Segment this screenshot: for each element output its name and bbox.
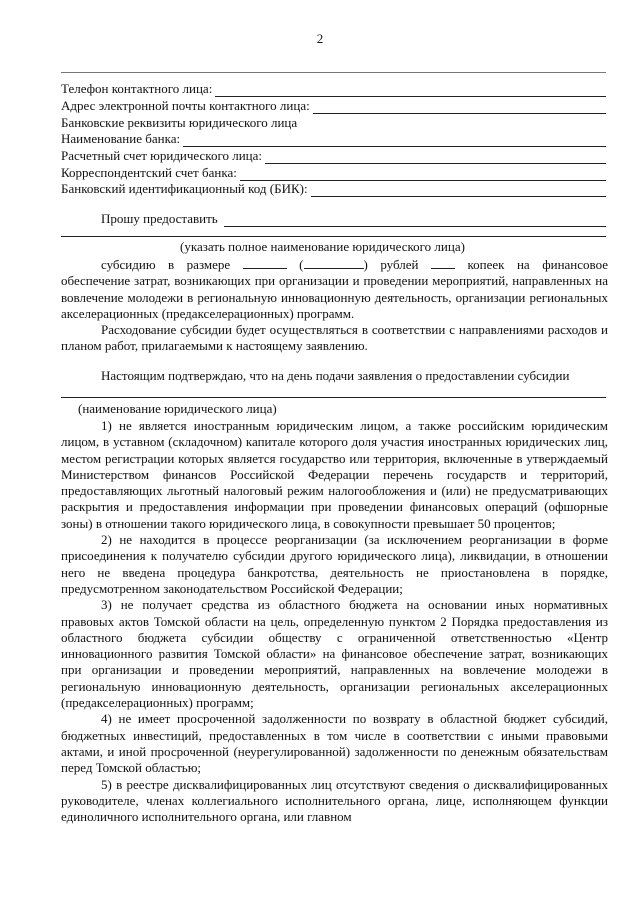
amount-blank — [243, 257, 287, 269]
amount-words-blank — [304, 257, 364, 269]
field-label: Наименование банка: — [61, 131, 181, 146]
condition-item: 3) не получает средства из областного бюджета на основании иных нормативных правовых актов Томской области на цель, определенную пунктом 2 Порядка предоставления из областного бюджета субсидии обществу с ограниченной ответственностью «Центр инновационного развития Томской области» на финансовое обеспечение затрат, возникающих при организации и проведении мероприятий, направленных на вовлечение молодежи в региональную инновационную деятельность, организации региональных акселерационных (предакселерационных) программ; — [61, 597, 608, 711]
confirm-text: Настоящим подтверждаю, что на день подачи заявления о предоставлении субсидии — [101, 368, 570, 383]
request-line — [61, 211, 606, 227]
fill-line — [311, 183, 606, 197]
fill-line — [183, 133, 606, 147]
confirm-intro — [61, 368, 608, 384]
field-label: Адрес электронной почты контактного лица: — [61, 98, 310, 113]
request-label: Прошу предоставить — [101, 211, 218, 226]
subsidy-text: ) рублей — [363, 257, 419, 272]
page-number: 2 — [316, 31, 324, 46]
field-label: Банковские реквизиты юридического лица — [61, 115, 298, 130]
bank-name-field — [61, 129, 606, 147]
field-label: Банковский идентификационный код (БИК): — [61, 181, 308, 196]
fill-line — [313, 100, 606, 114]
legal-entity-name-caption: (наименование юридического лица) — [78, 401, 277, 416]
contact-email-field — [61, 96, 606, 114]
fill-line — [215, 83, 606, 97]
fill-line — [61, 397, 606, 398]
subsidy-paragraph — [61, 257, 608, 355]
subsidy-text: ( — [299, 257, 304, 272]
subsidy-text: субсидию в размере — [101, 257, 231, 272]
fill-line — [224, 213, 606, 227]
conditions-list — [61, 418, 608, 825]
field-label: Корреспондентский счет банка: — [61, 165, 237, 180]
subsidy-text: обеспечение затрат, возникающих при организации и проведении мероприятий, направленных на вовлечение молодежи в региональную инновационную деятельность, организации региональных акселерационных (предакселерационных) программ. — [61, 273, 608, 321]
header-rule — [61, 72, 606, 73]
subsidy-text: копеек на финансовое — [467, 257, 609, 272]
condition-item: 4) не имеет просроченной задолженности по возврату в областной бюджет субсидий, бюджетных инвестиций, предоставленных в том числе в соответствии с иными правовыми актами, и иной просроченной (неурегулированной) задолженности по денежным обязательствам перед Томской областью; — [61, 711, 608, 776]
expense-paragraph: Расходование субсидии будет осуществляться в соответствии с направлениями расходов и планом работ, прилагаемыми к настоящему заявлению. — [61, 322, 608, 354]
fill-line — [265, 150, 606, 164]
fill-line — [61, 236, 606, 237]
field-label: Телефон контактного лица: — [61, 81, 213, 96]
contact-phone-field — [61, 79, 606, 97]
condition-item: 5) в реестре дисквалифицированных лиц отсутствуют сведения о дисквалифицированных руководителе, членах коллегиального исполнительного органа, лице, исполняющем функции единоличного исполнительного органа, или главном — [61, 776, 608, 825]
bik-field — [61, 179, 606, 197]
field-label: Расчетный счет юридического лица: — [61, 148, 262, 163]
condition-item: 2) не находится в процессе реорганизации (за исключением реорганизации в форме присоединения к получателю субсидии другого юридического лица), ликвидации, в отношении него не введена процедура банкротства, деятельность не приостановлена в порядке, предусмотренном законодательством Российской Федерации; — [61, 532, 608, 596]
legal-entity-caption: (указать полное наименование юридического лица) — [180, 239, 465, 254]
kopecks-blank — [431, 257, 455, 269]
settlement-account-field — [61, 146, 606, 164]
condition-item: 1) не является иностранным юридическим лицом, а также российским юридическим лицом, в уставном (складочном) капитале которого доля участия иностранных юридических лиц, местом регистрации которых является государство или территория, включенные в утверждаемый Министерством финансов Российской Федерации перечень государств и территорий, предоставляющих льготный налоговый режим налогообложения и (или) не предусматривающих раскрытия и предоставления информации при проведении финансовых операций (офшорные зоны) в отношении такого юридического лица, в совокупности превышает 50 процентов; — [61, 418, 608, 531]
